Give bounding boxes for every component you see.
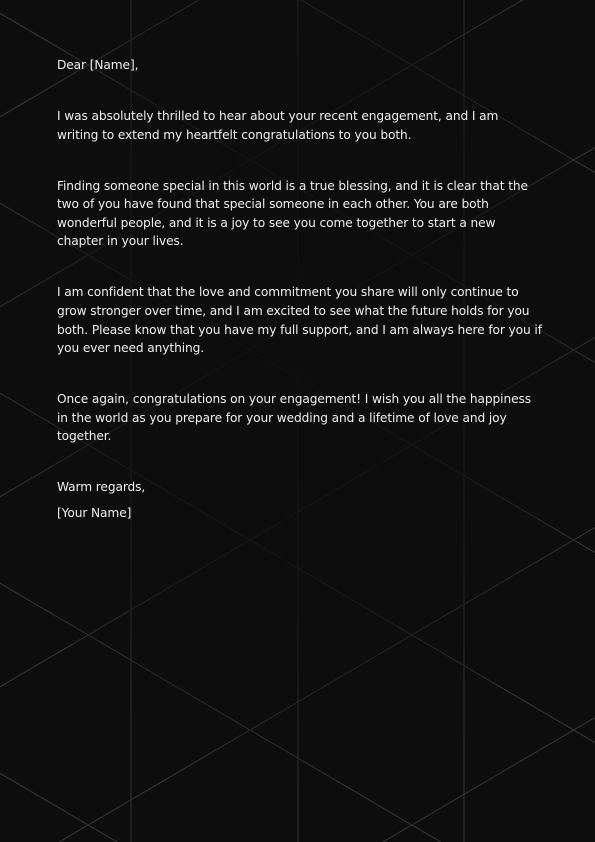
letter-body <box>57 56 543 523</box>
letter-closing: Warm regards, <box>57 480 146 495</box>
letter-paragraph: Finding someone special in this world is a true blessing, and it is clear that the two of you have found that special someone in each other. You are both wonderful people, and it is a joy to see you come together to start a new chapter in your lives. <box>57 178 528 249</box>
letter-paragraph: I am confident that the love and commitment you share will only continue to grow stronger over time, and I am excited to see what the future holds for you both. Please know that you have my full support, and I am always here for you if you ever need anything. <box>57 285 542 356</box>
letter-greeting: Dear [Name], <box>57 58 139 72</box>
letter-paragraph: I was absolutely thrilled to hear about your recent engagement, and I am writing to extend my heartfelt congratulations to you both. <box>57 108 499 142</box>
letter-paragraph: Once again, congratulations on your engagement! I wish you all the happiness in the world as you prepare for your wedding and a lifetime of love and joy together. <box>57 392 531 444</box>
letter-signature: [Your Name] <box>57 506 132 521</box>
